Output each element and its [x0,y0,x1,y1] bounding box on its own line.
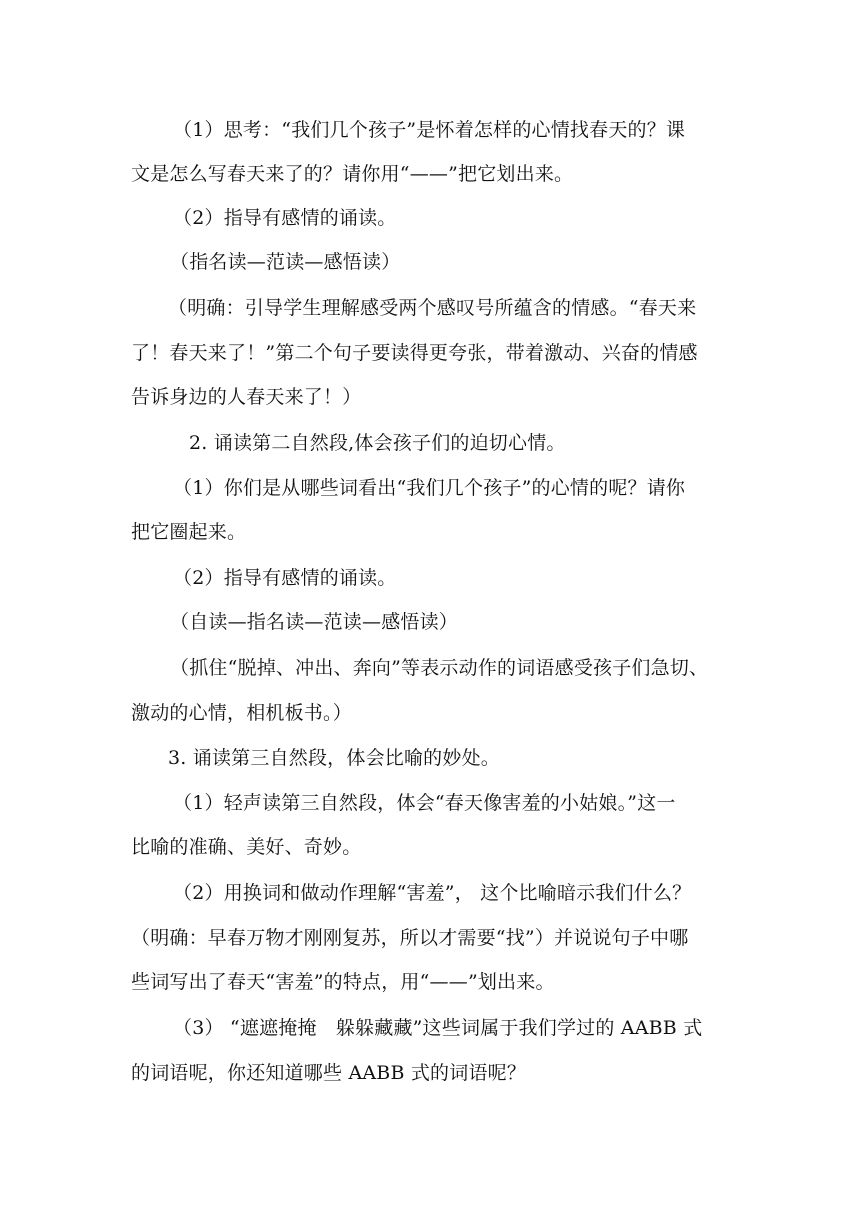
text-line: 告诉身边的人春天来了！） [131,386,362,408]
text-line: （1）思考：“我们几个孩子”是怀着怎样的心情找春天的？课 [173,119,686,141]
text-line: （3） “遮遮掩掩 躲躲藏藏”这些词属于我们学过的 AABB 式 [173,1017,703,1039]
text-line: 文是怎么写春天来了的？请你用“——”把它划出来。 [131,163,574,185]
text-line: 的词语呢，你还知道哪些 AABB 式的词语呢？ [131,1062,527,1084]
text-line: （1）你们是从哪些词看出“我们几个孩子”的心情的呢？请你 [173,477,686,499]
text-line: （自读—指名读—范读—感悟读） [170,611,459,633]
section-heading: 2. 诵读第二自然段,体会孩子们的迫切心情。 [189,432,566,454]
text-line: （明确：早春万物才刚刚复苏，所以才需要“找”）并说说句子中哪 [131,927,689,949]
text-line: （2）指导有感情的诵读。 [173,207,397,229]
text-line: 了！春天来了！”第二个句子要读得更夸张，带着激动、兴奋的情感 [131,342,698,364]
text-line: （指名读—范读—感悟读） [170,251,401,273]
text-line: （2）指导有感情的诵读。 [173,567,397,589]
text-line: （2）用换词和做动作理解“害羞”， 这个比喻暗示我们什么？ [173,882,692,904]
text-line: （明确：引导学生理解感受两个感叹号所蕴含的情感。“春天来 [168,297,697,319]
text-line: 激动的心情，相机板书。） [131,702,352,724]
text-line: 比喻的准确、美好、奇妙。 [131,836,362,858]
text-line: 些词写出了春天“害羞”的特点，用“——”划出来。 [131,971,555,993]
text-line: 把它圈起来。 [131,521,247,543]
text-line: （1）轻声读第三自然段，体会“春天像害羞的小姑娘。”这一 [173,792,676,814]
text-line: （抓住“脱掉、冲出、奔向”等表示动作的词语感受孩子们急切、 [170,657,709,679]
section-heading: 3. 诵读第三自然段，体会比喻的妙处。 [168,747,500,769]
